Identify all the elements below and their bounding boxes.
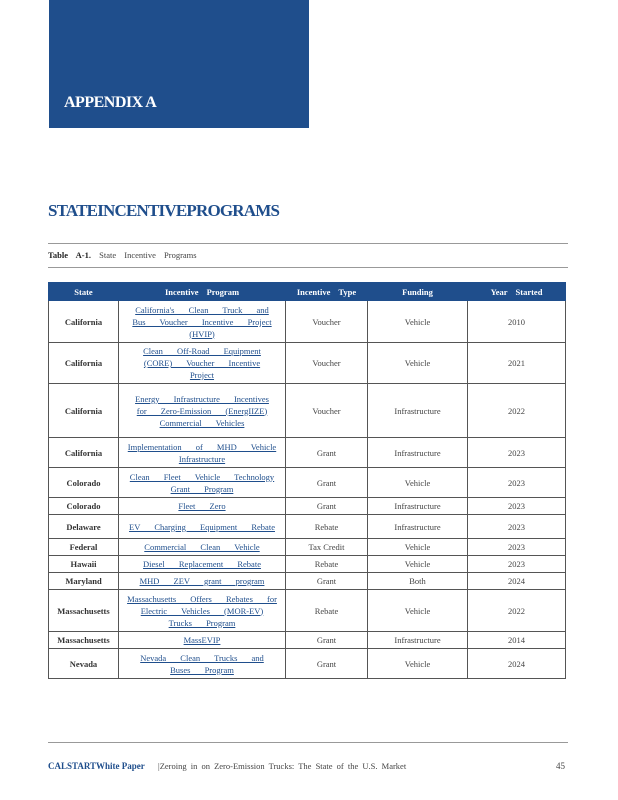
cell-state: Maryland	[49, 573, 119, 590]
cell-funding: Infrastructure	[368, 438, 468, 468]
table-row	[49, 438, 566, 468]
cell-incentive-type: Grant	[286, 649, 368, 679]
cell-state: California	[49, 343, 119, 384]
cell-year-started: 2023	[468, 539, 566, 556]
cell-funding: Vehicle	[368, 343, 468, 384]
cell-year-started: 2023	[468, 498, 566, 515]
program-link[interactable]: Energy Infrastructure Incentives for Zero-Emission (EnergIIZE) Commercial Vehicles	[135, 393, 269, 428]
cell-program	[119, 556, 286, 573]
table-row	[49, 632, 566, 649]
table-row	[49, 590, 566, 632]
cell-incentive-type: Rebate	[286, 590, 368, 632]
cell-year-started: 2014	[468, 632, 566, 649]
cell-year-started: 2023	[468, 438, 566, 468]
table-row	[49, 301, 566, 343]
caption-bottom-rule	[48, 267, 568, 268]
program-link[interactable]: EV Charging Equipment Rebate	[129, 521, 275, 532]
cell-program	[119, 438, 286, 468]
column-header: Incentive Type	[286, 283, 368, 301]
cell-state: Delaware	[49, 515, 119, 539]
table-row	[49, 384, 566, 438]
section-title: STATEINCENTIVEPROGRAMS	[48, 201, 280, 220]
cell-program	[119, 632, 286, 649]
program-link[interactable]: Implementation of MHD Vehicle Infrastructure	[127, 441, 277, 464]
cell-year-started: 2022	[468, 384, 566, 438]
program-link[interactable]: MHD ZEV grant program	[139, 576, 265, 586]
table-row	[49, 539, 566, 556]
cell-year-started: 2023	[468, 468, 566, 498]
cell-state: California	[49, 301, 119, 343]
state-incentive-table	[48, 282, 566, 679]
table-header-row	[49, 283, 566, 301]
cell-funding: Vehicle	[368, 468, 468, 498]
cell-incentive-type: Voucher	[286, 384, 368, 438]
table-row	[49, 468, 566, 498]
column-header: Incentive Program	[119, 283, 286, 301]
program-link[interactable]: Clean Off-Road Equipment (CORE) Voucher Incentive Project	[143, 346, 261, 380]
cell-program	[119, 384, 286, 438]
caption-text: State Incentive Programs	[99, 250, 197, 260]
appendix-banner	[49, 0, 309, 128]
cell-program	[119, 590, 286, 632]
cell-program	[119, 515, 286, 539]
cell-program	[119, 498, 286, 515]
footer-title: |Zeroing in on Zero-Emission Trucks: The State of the U.S. Market	[158, 761, 407, 771]
cell-state: Nevada	[49, 649, 119, 679]
cell-incentive-type: Rebate	[286, 556, 368, 573]
program-link[interactable]: Nevada Clean Trucks and Buses Program	[140, 652, 264, 675]
column-header: State	[49, 283, 119, 301]
table-body	[49, 301, 566, 679]
cell-state: California	[49, 384, 119, 438]
caption-top-rule	[48, 243, 568, 244]
program-link[interactable]: MassEVIP	[183, 635, 221, 645]
cell-incentive-type: Grant	[286, 632, 368, 649]
cell-incentive-type: Grant	[286, 468, 368, 498]
cell-funding: Both	[368, 573, 468, 590]
cell-program	[119, 539, 286, 556]
caption-label: Table A-1.	[48, 250, 92, 260]
cell-year-started: 2024	[468, 573, 566, 590]
cell-year-started: 2010	[468, 301, 566, 343]
cell-state: Colorado	[49, 498, 119, 515]
cell-program	[119, 649, 286, 679]
cell-program	[119, 301, 286, 343]
table-row	[49, 556, 566, 573]
cell-funding: Vehicle	[368, 590, 468, 632]
program-link[interactable]: Diesel Replacement Rebate	[143, 559, 261, 569]
cell-funding: Vehicle	[368, 539, 468, 556]
cell-funding: Infrastructure	[368, 515, 468, 539]
cell-state: Federal	[49, 539, 119, 556]
footer-brand: CALSTARTWhite Paper	[48, 761, 145, 771]
cell-program	[119, 573, 286, 590]
cell-state: Massachusetts	[49, 632, 119, 649]
cell-state: California	[49, 438, 119, 468]
table-row	[49, 343, 566, 384]
cell-incentive-type: Rebate	[286, 515, 368, 539]
cell-state: Colorado	[49, 468, 119, 498]
table-row	[49, 573, 566, 590]
cell-program	[119, 468, 286, 498]
cell-year-started: 2023	[468, 515, 566, 539]
cell-funding: Vehicle	[368, 301, 468, 343]
cell-incentive-type: Grant	[286, 438, 368, 468]
cell-funding: Infrastructure	[368, 384, 468, 438]
cell-year-started: 2022	[468, 590, 566, 632]
program-link[interactable]: Clean Fleet Vehicle Technology Grant Program	[129, 471, 275, 494]
column-header: Funding	[368, 283, 468, 301]
cell-funding: Vehicle	[368, 556, 468, 573]
table-caption	[48, 250, 197, 260]
cell-incentive-type: Grant	[286, 573, 368, 590]
appendix-title: APPENDIX A	[64, 94, 157, 111]
page-number: 45	[556, 761, 565, 771]
cell-funding: Infrastructure	[368, 498, 468, 515]
footer-rule	[48, 742, 568, 743]
cell-state: Hawaii	[49, 556, 119, 573]
cell-program	[119, 343, 286, 384]
cell-state: Massachusetts	[49, 590, 119, 632]
table-row	[49, 498, 566, 515]
table-row	[49, 649, 566, 679]
cell-year-started: 2023	[468, 556, 566, 573]
cell-year-started: 2024	[468, 649, 566, 679]
cell-incentive-type: Grant	[286, 498, 368, 515]
cell-funding: Vehicle	[368, 649, 468, 679]
column-header: Year Started	[468, 283, 566, 301]
cell-incentive-type: Voucher	[286, 343, 368, 384]
cell-incentive-type: Tax Credit	[286, 539, 368, 556]
program-link[interactable]: Commercial Clean Vehicle	[144, 542, 260, 552]
program-link[interactable]: Massachusetts Offers Rebates for Electric Vehicles (MOR-EV) Trucks Program	[127, 593, 277, 628]
cell-incentive-type: Voucher	[286, 301, 368, 343]
program-link[interactable]: Fleet Zero	[178, 501, 226, 511]
program-link[interactable]: California's Clean Truck and Bus Voucher Incentive Project (HVIP)	[132, 304, 272, 339]
cell-funding: Infrastructure	[368, 632, 468, 649]
cell-year-started: 2021	[468, 343, 566, 384]
table-row	[49, 515, 566, 539]
